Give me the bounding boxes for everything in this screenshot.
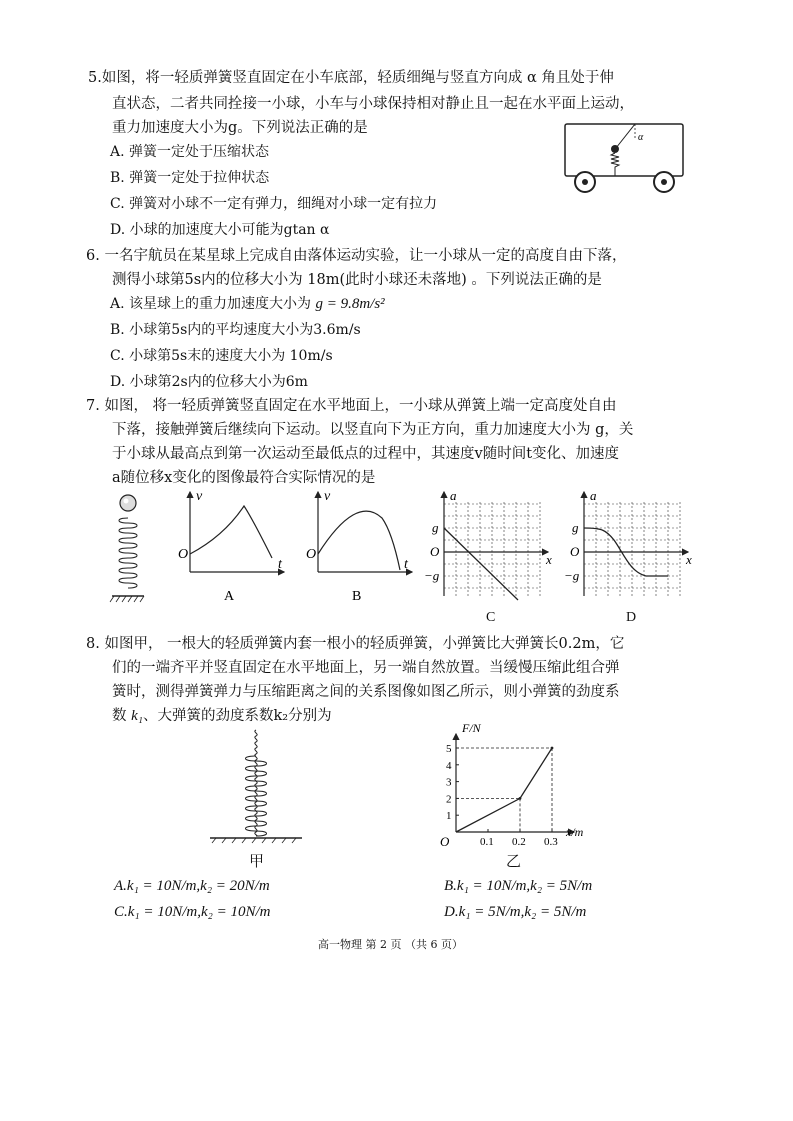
graph-d-origin: O xyxy=(570,544,580,559)
q5-stem-line-3: 重力加速度大小为g。下列说法正确的是 xyxy=(112,120,368,136)
q5-stem-line-1: 5.如图，将一轻质弹簧竖直固定在小车底部，轻质细绳与竖直方向成 α 角且处于伸 xyxy=(88,70,614,86)
graph-a-origin: O xyxy=(178,547,189,562)
q5-option-a: A. 弹簧一定处于压缩状态 xyxy=(110,144,270,160)
graph-b-x-label: t xyxy=(404,557,408,572)
q7-graph-a xyxy=(176,488,288,604)
q6-stem-line-2: 测得小球第5s内的位移大小为 18m(此时小球还未落地) 。下列说法正确的是 xyxy=(112,272,602,288)
q8-fx-chart xyxy=(434,722,594,846)
q7-spring-figure xyxy=(108,492,148,610)
q6-option-b: B. 小球第5s内的平均速度大小为3.6m/s xyxy=(110,322,361,338)
q5-angle-label: α xyxy=(638,132,644,143)
q8-option-c: C.k₁ = 10N/m,k₂ = 10N/m xyxy=(114,904,271,920)
q6-option-c: C. 小球第5s末的速度大小为 10m/s xyxy=(110,348,333,364)
x-tick-label: 0.2 xyxy=(512,836,526,846)
graph-c-y-label: a xyxy=(450,488,457,503)
q6-option-a: A. 该星球上的重力加速度大小为 g = 9.8m/s² xyxy=(110,296,385,312)
data-point xyxy=(551,747,554,750)
q6-option-d: D. 小球第2s内的位移大小为6m xyxy=(110,374,308,390)
x-tick-label: 0.3 xyxy=(544,836,558,846)
page-footer: 高一物理 第 2 页 （共 6 页） xyxy=(318,938,463,951)
q7-stem-line-4: a随位移x变化的图像最符合实际情况的是 xyxy=(112,470,376,486)
data-point xyxy=(519,797,522,800)
y-tick-label: 5 xyxy=(446,743,452,755)
q7-stem-line-1: 7. 如图， 将一轻质弹簧竖直固定在水平地面上，一小球从弹簧上端一定高度处自由 xyxy=(86,398,617,414)
graph-a-option: A xyxy=(224,589,235,604)
y-tick-label: 3 xyxy=(446,776,452,789)
graph-b-option: B xyxy=(352,589,362,604)
q5-stem-line-2: 直状态，二者共同拴接一小球，小车与小球保持相对静止且一起在水平面上运动， xyxy=(112,96,634,112)
q8-stem-line-2: 们的一端齐平并竖直固定在水平地面上，另一端自然放置。当缓慢压缩此组合弹 xyxy=(112,660,620,676)
q7-graph-b xyxy=(304,488,416,604)
graph-d-tick-g: g xyxy=(572,520,579,535)
q5-option-b: B. 弹簧一定处于拉伸状态 xyxy=(110,170,270,186)
graph-c-option-label: C xyxy=(486,610,496,625)
q7-stem-line-2: 下落，接触弹簧后继续向下运动。以竖直向下为正方向，重力加速度大小为 g，关 xyxy=(112,422,634,438)
data-series-line xyxy=(456,748,552,832)
y-tick-label: 1 xyxy=(446,810,452,823)
q8-option-b: B.k₁ = 10N/m,k₂ = 5N/m xyxy=(444,878,593,894)
graph-c-x-label: x xyxy=(546,552,552,567)
q6-stem-line-1: 6. 一名宇航员在某星球上完成自由落体运动实验，让一小球从一定的高度自由下落， xyxy=(86,248,627,264)
q8-option-a: A.k₁ = 10N/m,k₂ = 20N/m xyxy=(114,878,270,894)
q7-stem-line-3: 于小球从最高点到第一次运动至最低点的过程中，其速度v随时间t变化、加速度 xyxy=(112,446,620,462)
graph-a-x-label: t xyxy=(278,557,282,572)
graph-d-x-label: x xyxy=(686,552,692,567)
x-axis-label: x/m xyxy=(566,825,584,839)
graph-c-tick-g: g xyxy=(432,520,439,535)
graph-c-origin: O xyxy=(430,544,440,559)
y-axis-label: F/N xyxy=(462,722,481,735)
q5-cart-figure xyxy=(560,118,690,196)
q8-fig-jia-label: 甲 xyxy=(249,852,265,870)
origin-label: O xyxy=(440,834,450,846)
graph-d-tick-neg-g: −g xyxy=(564,568,580,583)
q8-stem-line-1: 8. 如图甲， 一根大的轻质弹簧内套一根小的轻质弹簧，小弹簧比大弹簧长0.2m，它 xyxy=(86,636,625,652)
y-tick-label: 2 xyxy=(446,793,452,806)
q5-option-c: C. 弹簧对小球不一定有弹力，细绳对小球一定有拉力 xyxy=(110,196,438,212)
y-tick-label: 4 xyxy=(446,759,452,772)
graph-b-y-label: v xyxy=(324,489,331,504)
q8-stem-line-4: 数 k₁、大弹簧的劲度系数k₂分别为 xyxy=(112,708,332,724)
q7-graph-d xyxy=(564,488,698,604)
q8-fig-yi-label: 乙 xyxy=(506,852,522,870)
q5-option-d: D. 小球的加速度大小可能为gtan α xyxy=(110,222,330,238)
graph-d-y-label: a xyxy=(590,488,597,503)
x-tick-label: 0.1 xyxy=(480,836,494,846)
q8-option-d: D.k₁ = 5N/m,k₂ = 5N/m xyxy=(444,904,587,920)
graph-d-option-label: D xyxy=(626,610,637,625)
graph-c-tick-neg-g: −g xyxy=(424,568,440,583)
graph-b-origin: O xyxy=(306,547,317,562)
q8-fig-jia xyxy=(206,726,306,844)
q7-graph-c xyxy=(424,488,558,604)
graph-a-y-label: v xyxy=(196,489,203,504)
q8-stem-line-3: 簧时，测得弹簧弹力与压缩距离之间的关系图像如图乙所示，则小弹簧的劲度系 xyxy=(112,684,620,700)
